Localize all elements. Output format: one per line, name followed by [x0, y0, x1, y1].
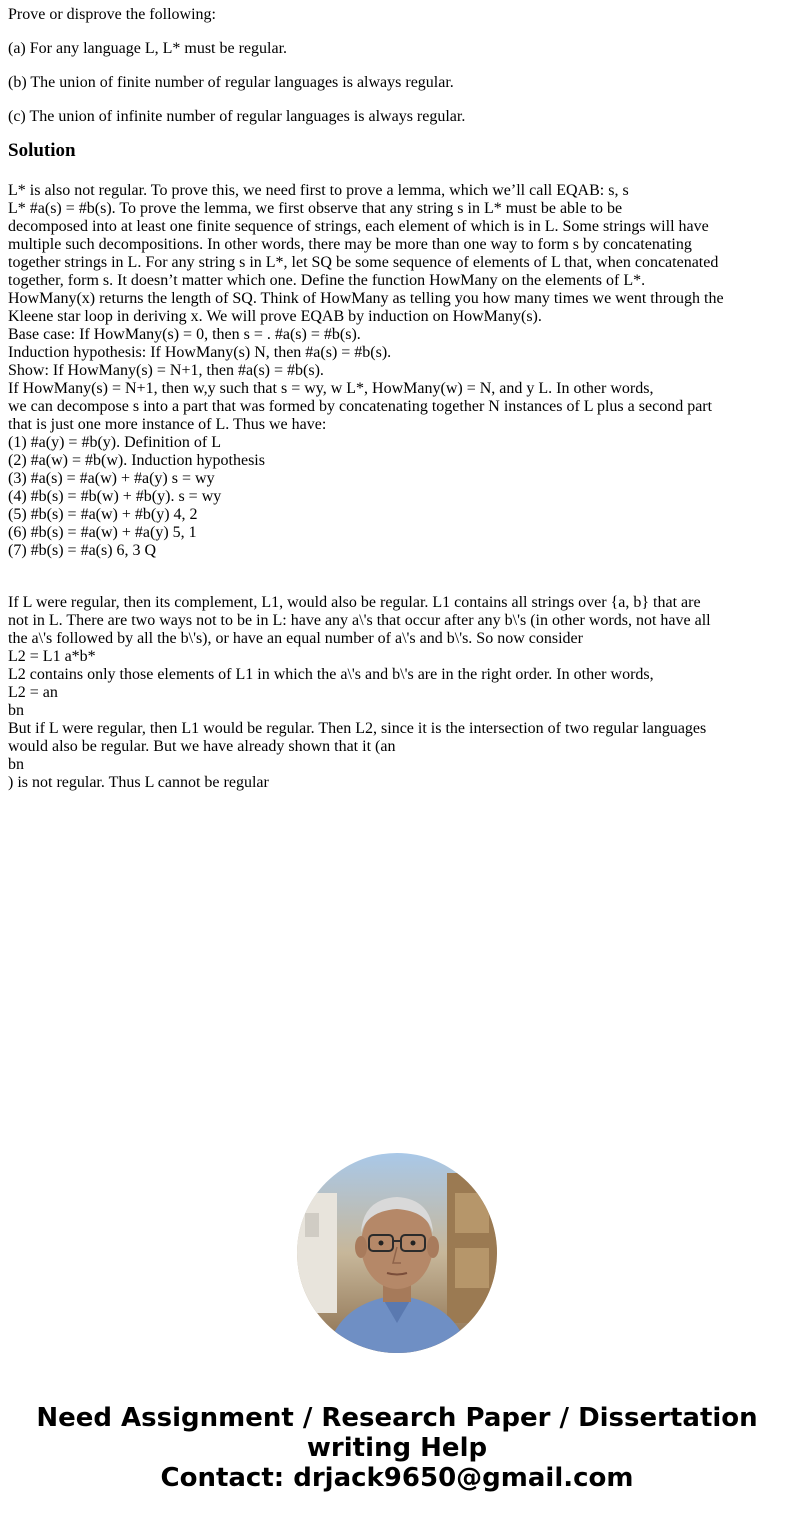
section-gap [8, 560, 778, 594]
solution-line: L2 contains only those elements of L1 in which the a\'s and b\'s are in the right order. In other words, [8, 666, 654, 683]
solution-line: L2 = L1 a*b* [8, 648, 96, 665]
solution-line: HowMany(x) returns the length of SQ. Think of HowMany as telling you how many times we went through the [8, 290, 724, 307]
solution-line: L* #a(s) = #b(s). To prove the lemma, we first observe that any string s in L* must be able to be [8, 200, 623, 217]
solution-line: If HowMany(s) = N+1, then w,y such that s = wy, w L*, HowMany(w) = N, and y L. In other words, [8, 380, 654, 397]
solution-line: not in L. There are two ways not to be in L: have any a\'s that occur after any b\'s (in other words, not have all [8, 612, 711, 629]
contact-banner [0, 1403, 794, 1493]
solution-line: together, form s. It doesn’t matter which one. Define the function HowMany on the elements of L*. [8, 272, 646, 289]
solution-line: (3) #a(s) = #a(w) + #a(y) s = wy [8, 470, 215, 487]
solution-line: (4) #b(s) = #b(w) + #b(y). s = wy [8, 488, 222, 505]
avatar [297, 1153, 497, 1353]
banner-line-2: writing Help [306, 1433, 488, 1463]
question-intro: Prove or disprove the following: [8, 6, 216, 23]
banner-line-1: Need Assignment / Research Paper / Dissertation [36, 1403, 758, 1433]
question-part-a: (a) For any language L, L* must be regular. [8, 40, 288, 57]
question-part-b: (b) The union of finite number of regular languages is always regular. [8, 74, 454, 91]
solution-line: ) is not regular. Thus L cannot be regular [8, 774, 269, 791]
solution-part-1 [8, 182, 778, 560]
solution-line: Base case: If HowMany(s) = 0, then s = . #a(s) = #b(s). [8, 326, 361, 343]
contact-email: Contact: drjack9650@gmail.com [160, 1463, 634, 1493]
solution-line: L* is also not regular. To prove this, we need first to prove a lemma, which we’ll call EQAB: s, s [8, 182, 629, 199]
solution-line: (2) #a(w) = #b(w). Induction hypothesis [8, 452, 265, 469]
solution-line: multiple such decompositions. In other words, there may be more than one way to form s by concatenating [8, 236, 692, 253]
solution-line: would also be regular. But we have already shown that it (an [8, 738, 396, 755]
solution-line: (7) #b(s) = #a(s) 6, 3 Q [8, 542, 157, 559]
solution-line: the a\'s followed by all the b\'s), or have an equal number of a\'s and b\'s. So now consider [8, 630, 583, 647]
solution-line: (6) #b(s) = #a(w) + #a(y) 5, 1 [8, 524, 197, 541]
solution-heading: Solution [8, 140, 76, 161]
solution-line: that is just one more instance of L. Thus we have: [8, 416, 327, 433]
solution-line: (5) #b(s) = #a(w) + #b(y) 4, 2 [8, 506, 198, 523]
solution-line: bn [8, 756, 24, 773]
solution-line: L2 = an [8, 684, 58, 701]
solution-line: together strings in L. For any string s in L*, let SQ be some sequence of elements of L that, when concatenated [8, 254, 719, 271]
document-body [8, 6, 778, 792]
solution-line: bn [8, 702, 24, 719]
solution-part-2 [8, 594, 778, 792]
solution-line: decomposed into at least one finite sequence of strings, each element of which is in L. Some strings will have [8, 218, 709, 235]
solution-line: Kleene star loop in deriving x. We will prove EQAB by induction on HowMany(s). [8, 308, 542, 325]
solution-line: Induction hypothesis: If HowMany(s) N, then #a(s) = #b(s). [8, 344, 392, 361]
solution-line: we can decompose s into a part that was formed by concatenating together N instances of L plus a second part [8, 398, 713, 415]
solution-line: If L were regular, then its complement, L1, would also be regular. L1 contains all strings over {a, b} that are [8, 594, 701, 611]
person-portrait-icon [297, 1153, 497, 1353]
solution-line: Show: If HowMany(s) = N+1, then #a(s) = #b(s). [8, 362, 324, 379]
question-part-c: (c) The union of infinite number of regular languages is always regular. [8, 108, 466, 125]
solution-line: But if L were regular, then L1 would be regular. Then L2, since it is the intersection of two regular languages [8, 720, 707, 737]
solution-line: (1) #a(y) = #b(y). Definition of L [8, 434, 221, 451]
